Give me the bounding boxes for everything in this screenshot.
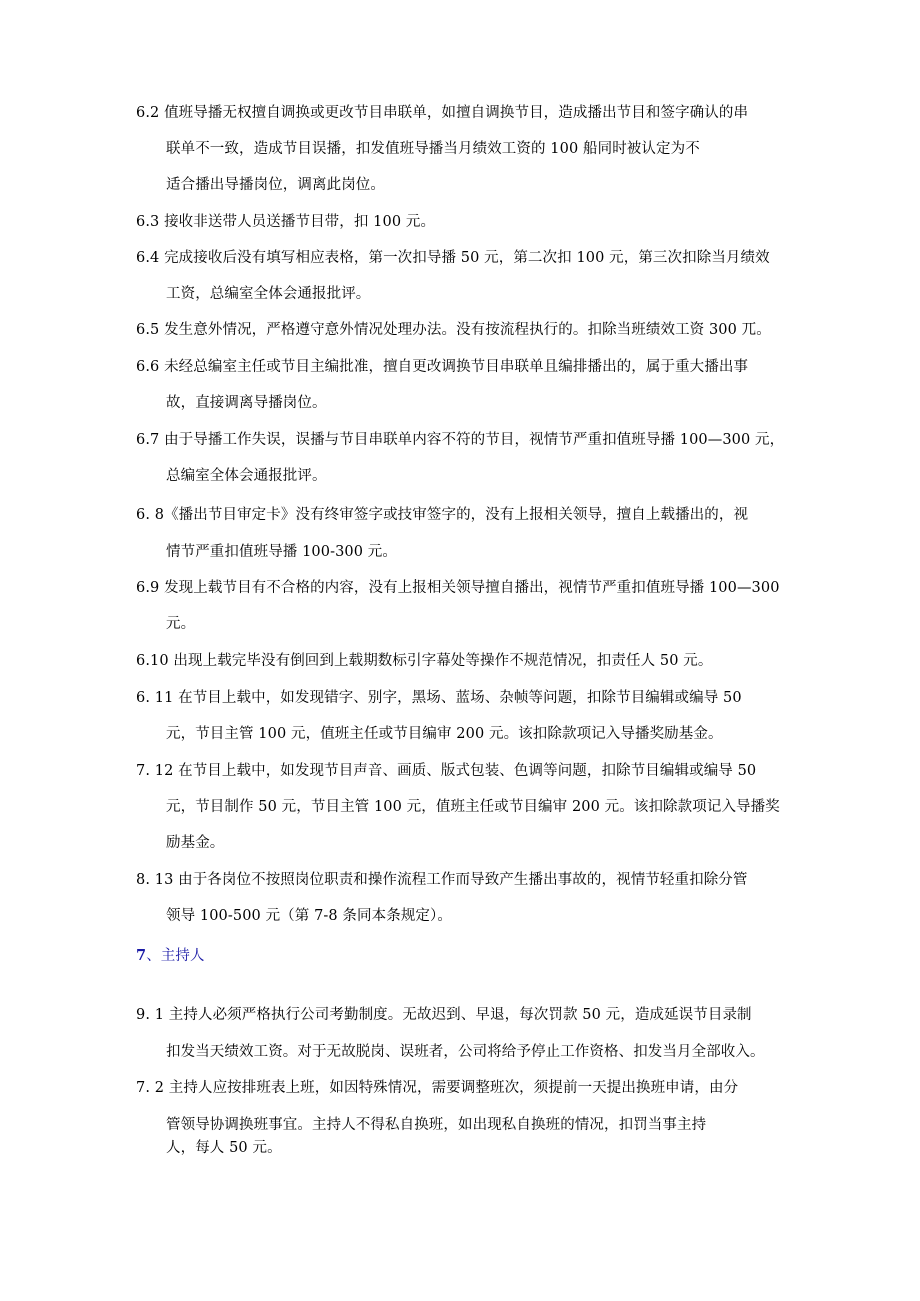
- paragraph-line: 6.9 发现上载节目有不合格的内容，没有上报相关领导擅自播出，视情节严重扣值班导播 100—300: [136, 580, 780, 596]
- paragraph-line: 6. 8《播出节目审定卡》没有终审签字或技审签字的，没有上报相关领导，擅自上载播出的，视: [136, 507, 749, 523]
- paragraph-line: 6.6 未经总编室主任或节目主编批准，擅自更改调换节目串联单且编排播出的，属于重大播出事: [136, 359, 749, 375]
- paragraph-line: 人，每人 50 元。: [166, 1140, 282, 1156]
- paragraph-line: 9. 1 主持人必须严格执行公司考勤制度。无故迟到、早退，每次罚款 50 元，造成延误节目录制: [136, 1007, 752, 1023]
- paragraph-line: 元。: [166, 616, 196, 632]
- paragraph-line: 7. 2 主持人应按排班表上班，如因特殊情况，需要调整班次，须提前一天提出换班申请，由分: [136, 1080, 739, 1096]
- paragraph-line: 6.10 出现上载完毕没有倒回到上载期数标引字幕处等操作不规范情况，扣责任人 50 元。: [136, 653, 713, 669]
- paragraph-line: 情节严重扣值班导播 100-300 元。: [166, 544, 397, 560]
- paragraph-line: 元，节目制作 50 元，节目主管 100 元，值班主任或节目编审 200 元。该扣除款项记入导播奖: [166, 799, 780, 815]
- section-heading: [136, 946, 205, 966]
- paragraph-line: 6.4 完成接收后没有填写相应表格，第一次扣导播 50 元，第二次扣 100 元，第三次扣除当月绩效: [136, 250, 770, 266]
- paragraph-line: 工资，总编室全体会通报批评。: [166, 286, 371, 302]
- paragraph-line: 6.5 发生意外情况，严格遵守意外情况处理办法。没有按流程执行的。扣除当班绩效工资 300 兀。: [136, 322, 771, 338]
- paragraph-line: 6.2 值班导播无权擅自调换或更改节目串联单，如擅自调换节目，造成播出节目和签字确认的串: [136, 105, 749, 121]
- paragraph-line: 6.7 由于导播工作失误，误播与节目串联单内容不符的节目，视情节严重扣值班导播 100—300 元，: [136, 432, 785, 448]
- paragraph-line: 扣发当天绩效工资。对于无故脱岗、误班者，公司将给予停止工作资格、扣发当月全部收入。: [166, 1044, 765, 1060]
- paragraph-line: 6. 11 在节目上载中，如发现错字、别字，黑场、蓝场、杂帧等问题，扣除节目编辑或编导 50: [136, 690, 742, 706]
- paragraph-line: 领导 100-500 元（第 7-8 条同本条规定）。: [166, 908, 452, 924]
- paragraph-line: 励基金。: [166, 835, 225, 851]
- paragraph-line: 总编室全体会通报批评。: [166, 468, 327, 484]
- paragraph-line: 6.3 接收非送带人员送播节目带，扣 100 元。: [136, 214, 436, 230]
- paragraph-line: 适合播出导播岗位，调离此岗位。: [166, 177, 385, 193]
- paragraph-line: 联单不一致，造成节目误播，扣发值班导播当月绩效工资的 100 船同时被认定为不: [166, 141, 700, 157]
- paragraph-line: 元，节目主管 100 元，值班主任或节目编审 200 元。该扣除款项记入导播奖励基金。: [166, 726, 723, 742]
- paragraph-line: 8. 13 由于各岗位不按照岗位职责和操作流程工作而导致产生播出事故的，视情节轻重扣除分管: [136, 872, 748, 888]
- paragraph-line: 故，直接调离导播岗位。: [166, 395, 327, 411]
- paragraph-line: 管领导协调换班事宜。主持人不得私自换班，如出现私自换班的情况，扣罚当事主持: [166, 1117, 707, 1133]
- paragraph-line: 7. 12 在节目上载中，如发现节目声音、画质、版式包装、色调等问题，扣除节目编辑或编导 50: [136, 763, 757, 779]
- section-heading-number: 7: [136, 947, 147, 964]
- section-heading-text: 、主持人: [146, 948, 205, 964]
